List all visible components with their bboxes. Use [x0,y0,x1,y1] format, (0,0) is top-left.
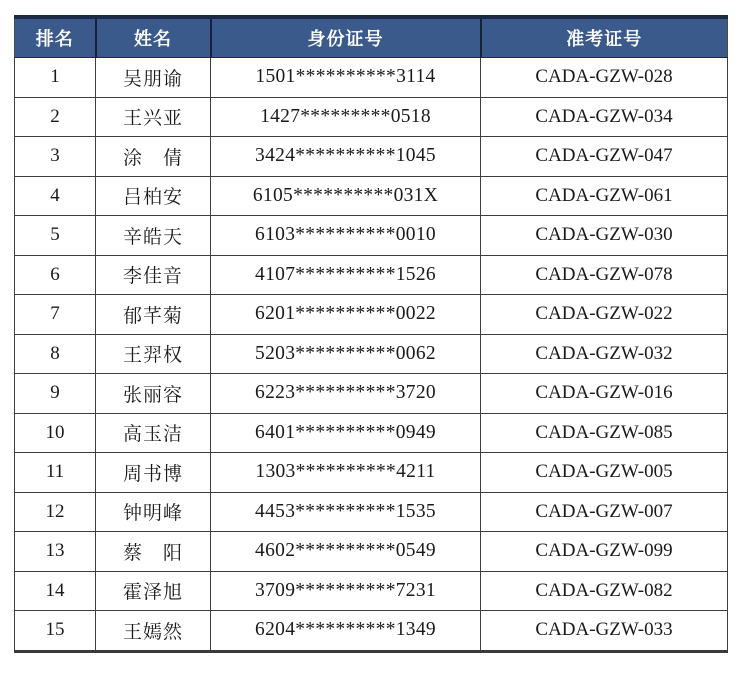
ticket-cell: CADA-GZW-061 [481,176,728,216]
results-table [14,15,728,653]
column-header-id-number: 身份证号 [211,17,481,58]
table-row [15,374,728,414]
id-number-cell: 6223**********3720 [211,374,481,414]
table-row [15,334,728,374]
column-header-ticket-number: 准考证号 [481,17,728,58]
name-cell: 高玉洁 [96,413,211,453]
table-row [15,176,728,216]
ticket-cell: CADA-GZW-005 [481,453,728,493]
name-cell: 王兴亚 [96,97,211,137]
table-row [15,532,728,572]
name-cell: 郁芊菊 [96,295,211,335]
id-number-cell: 1303**********4211 [211,453,481,493]
id-number-cell: 6103**********0010 [211,216,481,256]
name-cell: 王羿权 [96,334,211,374]
table-row [15,571,728,611]
table-row [15,58,728,98]
ticket-cell: CADA-GZW-030 [481,216,728,256]
rank-cell: 2 [15,97,96,137]
ticket-cell: CADA-GZW-016 [481,374,728,414]
name-cell: 辛皓天 [96,216,211,256]
table-row [15,492,728,532]
rank-cell: 12 [15,492,96,532]
id-number-cell: 6401**********0949 [211,413,481,453]
ticket-cell: CADA-GZW-034 [481,97,728,137]
ticket-cell: CADA-GZW-032 [481,334,728,374]
rank-cell: 6 [15,255,96,295]
rank-cell: 8 [15,334,96,374]
name-cell: 蔡 阳 [96,532,211,572]
id-number-cell: 3424**********1045 [211,137,481,177]
name-cell: 李佳音 [96,255,211,295]
name-cell: 钟明峰 [96,492,211,532]
id-number-cell: 1427*********0518 [211,97,481,137]
id-number-cell: 6105**********031X [211,176,481,216]
name-cell: 吕柏安 [96,176,211,216]
table-row [15,453,728,493]
table-row [15,611,728,652]
rank-cell: 11 [15,453,96,493]
name-cell: 王嫣然 [96,611,211,652]
name-cell: 张丽容 [96,374,211,414]
column-header-rank: 排名 [15,17,96,58]
rank-cell: 5 [15,216,96,256]
name-cell: 周书博 [96,453,211,493]
id-number-cell: 4453**********1535 [211,492,481,532]
name-cell: 涂 倩 [96,137,211,177]
id-number-cell: 4602**********0549 [211,532,481,572]
ticket-cell: CADA-GZW-033 [481,611,728,652]
rank-cell: 14 [15,571,96,611]
id-number-cell: 4107**********1526 [211,255,481,295]
id-number-cell: 3709**********7231 [211,571,481,611]
column-header-name: 姓名 [96,17,211,58]
ticket-cell: CADA-GZW-099 [481,532,728,572]
name-cell: 霍泽旭 [96,571,211,611]
table-body [15,58,728,652]
table-row [15,413,728,453]
table-row [15,255,728,295]
rank-cell: 7 [15,295,96,335]
ticket-cell: CADA-GZW-047 [481,137,728,177]
header-row [15,17,728,58]
table-row [15,295,728,335]
rank-cell: 9 [15,374,96,414]
ticket-cell: CADA-GZW-022 [481,295,728,335]
table-row [15,216,728,256]
ticket-cell: CADA-GZW-007 [481,492,728,532]
rank-cell: 13 [15,532,96,572]
id-number-cell: 6204**********1349 [211,611,481,652]
rank-cell: 4 [15,176,96,216]
table-header [15,17,728,58]
name-cell: 吴朋谕 [96,58,211,98]
rank-cell: 3 [15,137,96,177]
id-number-cell: 1501**********3114 [211,58,481,98]
ticket-cell: CADA-GZW-078 [481,255,728,295]
id-number-cell: 5203**********0062 [211,334,481,374]
rank-cell: 10 [15,413,96,453]
rank-cell: 15 [15,611,96,652]
table-row [15,97,728,137]
ticket-cell: CADA-GZW-082 [481,571,728,611]
ticket-cell: CADA-GZW-085 [481,413,728,453]
id-number-cell: 6201**********0022 [211,295,481,335]
ticket-cell: CADA-GZW-028 [481,58,728,98]
table-row [15,137,728,177]
rank-cell: 1 [15,58,96,98]
